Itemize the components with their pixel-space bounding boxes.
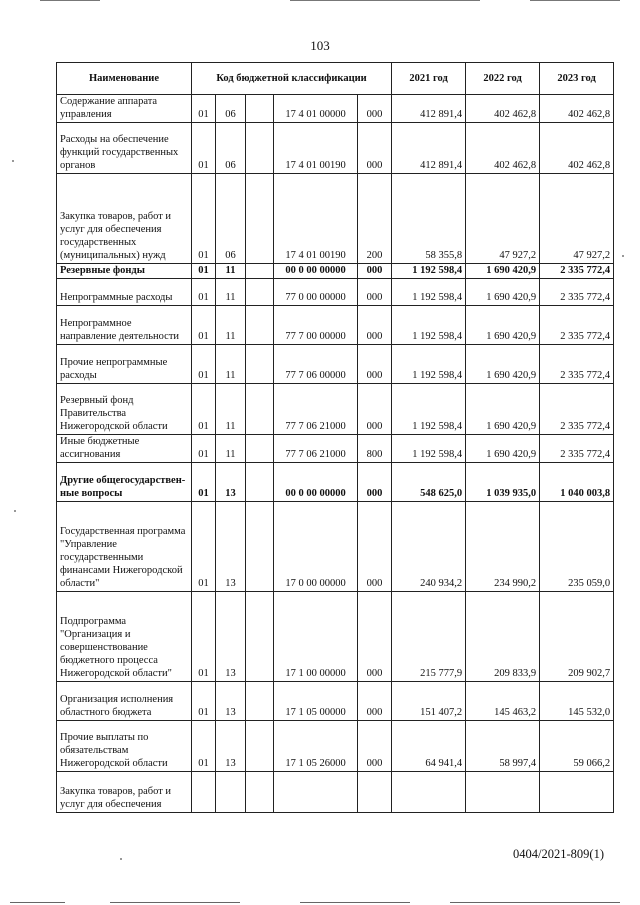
cell-expense-type: 000 — [358, 721, 392, 772]
cell-2021: 1 192 598,4 — [392, 279, 466, 306]
cell-section: 01 — [192, 592, 216, 682]
cell-name: Иные бюджетные ассигнования — [57, 435, 192, 463]
cell-2023: 59 066,2 — [540, 721, 614, 772]
cell-subsection: 11 — [216, 306, 246, 345]
cell-2023: 2 335 772,4 — [540, 435, 614, 463]
cell-2023: 209 902,7 — [540, 592, 614, 682]
cell-target-item: 77 7 00 00000 — [274, 306, 358, 345]
cell-target-item — [274, 772, 358, 813]
cell-2021: 215 777,9 — [392, 592, 466, 682]
cell-2023: 402 462,8 — [540, 123, 614, 174]
cell-section: 01 — [192, 345, 216, 384]
cell-expense-type: 000 — [358, 306, 392, 345]
cell-expense-type: 000 — [358, 264, 392, 279]
cell-2021: 64 941,4 — [392, 721, 466, 772]
cell-target-item: 00 0 00 00000 — [274, 463, 358, 502]
cell-target-item: 77 7 06 21000 — [274, 384, 358, 435]
cell-blank — [246, 682, 274, 721]
cell-2021: 1 192 598,4 — [392, 345, 466, 384]
cell-subsection: 06 — [216, 95, 246, 123]
cell-blank — [246, 592, 274, 682]
table-row — [57, 384, 614, 435]
cell-2022: 1 690 420,9 — [466, 345, 540, 384]
scan-edge-top-left — [40, 0, 100, 1]
cell-expense-type: 000 — [358, 592, 392, 682]
cell-target-item: 17 1 00 00000 — [274, 592, 358, 682]
cell-subsection: 11 — [216, 279, 246, 306]
cell-expense-type: 000 — [358, 95, 392, 123]
scan-speck — [622, 255, 624, 257]
table-row — [57, 174, 614, 264]
table-row — [57, 682, 614, 721]
cell-name: Другие общегосударствен-ные вопросы — [57, 463, 192, 502]
cell-2023: 145 532,0 — [540, 682, 614, 721]
cell-expense-type: 000 — [358, 279, 392, 306]
cell-blank — [246, 721, 274, 772]
scan-edge-bottom-right — [450, 902, 620, 903]
cell-section: 01 — [192, 279, 216, 306]
cell-name: Закупка товаров, работ и услуг для обеспечения — [57, 772, 192, 813]
cell-section: 01 — [192, 384, 216, 435]
cell-expense-type: 000 — [358, 502, 392, 592]
cell-subsection: 13 — [216, 592, 246, 682]
cell-subsection: 13 — [216, 682, 246, 721]
cell-2023: 2 335 772,4 — [540, 264, 614, 279]
cell-2022: 1 690 420,9 — [466, 279, 540, 306]
cell-target-item: 17 4 01 00190 — [274, 123, 358, 174]
cell-subsection: 11 — [216, 435, 246, 463]
cell-target-item: 17 1 05 26000 — [274, 721, 358, 772]
cell-section: 01 — [192, 682, 216, 721]
header-code: Код бюджетной классификации — [192, 63, 392, 95]
budget-table — [56, 62, 614, 813]
cell-name: Закупка товаров, работ и услуг для обеспечения государственных (муниципальных) нужд — [57, 174, 192, 264]
cell-subsection: 11 — [216, 384, 246, 435]
cell-2023: 1 040 003,8 — [540, 463, 614, 502]
cell-target-item: 17 1 05 00000 — [274, 682, 358, 721]
cell-blank — [246, 279, 274, 306]
cell-section: 01 — [192, 463, 216, 502]
cell-section: 01 — [192, 264, 216, 279]
cell-blank — [246, 123, 274, 174]
cell-target-item: 17 0 00 00000 — [274, 502, 358, 592]
cell-subsection: 13 — [216, 502, 246, 592]
cell-name: Резервные фонды — [57, 264, 192, 279]
cell-name: Резервный фонд Правительства Нижегородской области — [57, 384, 192, 435]
header-2023: 2023 год — [540, 63, 614, 95]
cell-blank — [246, 306, 274, 345]
header-2022: 2022 год — [466, 63, 540, 95]
table-header-row — [57, 63, 614, 95]
table-row-section — [57, 463, 614, 502]
cell-name: Непрограммное направление деятельности — [57, 306, 192, 345]
cell-2021: 1 192 598,4 — [392, 384, 466, 435]
table-row — [57, 306, 614, 345]
table-row — [57, 435, 614, 463]
scan-speck — [12, 160, 14, 162]
cell-2022: 1 690 420,9 — [466, 264, 540, 279]
cell-subsection — [216, 772, 246, 813]
cell-expense-type: 000 — [358, 384, 392, 435]
cell-subsection: 13 — [216, 463, 246, 502]
cell-name: Прочие выплаты по обязательствам Нижегородской области — [57, 721, 192, 772]
document-code: 0404/2021-809(1) — [513, 847, 604, 861]
table-row-section — [57, 264, 614, 279]
cell-2022: 1 690 420,9 — [466, 435, 540, 463]
cell-expense-type: 800 — [358, 435, 392, 463]
table-row — [57, 592, 614, 682]
scan-speck — [14, 510, 16, 512]
cell-section: 01 — [192, 95, 216, 123]
cell-name: Государственная программа "Управление государственными финансами Нижегородской области" — [57, 502, 192, 592]
cell-2023 — [540, 772, 614, 813]
cell-subsection: 11 — [216, 264, 246, 279]
cell-name: Расходы на обеспечение функций государственных органов — [57, 123, 192, 174]
cell-section: 01 — [192, 435, 216, 463]
table-row — [57, 123, 614, 174]
cell-section: 01 — [192, 123, 216, 174]
page-number: 103 — [310, 38, 330, 53]
cell-section: 01 — [192, 306, 216, 345]
cell-2022: 1 039 935,0 — [466, 463, 540, 502]
cell-name: Организация исполнения областного бюджета — [57, 682, 192, 721]
cell-subsection: 13 — [216, 721, 246, 772]
cell-2022: 402 462,8 — [466, 95, 540, 123]
cell-target-item: 77 7 06 21000 — [274, 435, 358, 463]
cell-2022: 1 690 420,9 — [466, 384, 540, 435]
scan-edge-bottom-mid2 — [300, 902, 410, 903]
cell-2021: 1 192 598,4 — [392, 306, 466, 345]
table-body — [57, 95, 614, 813]
cell-subsection: 06 — [216, 123, 246, 174]
table-row — [57, 772, 614, 813]
cell-expense-type: 200 — [358, 174, 392, 264]
cell-2023: 47 927,2 — [540, 174, 614, 264]
cell-subsection: 06 — [216, 174, 246, 264]
cell-2023: 235 059,0 — [540, 502, 614, 592]
cell-2023: 2 335 772,4 — [540, 345, 614, 384]
cell-expense-type — [358, 772, 392, 813]
cell-blank — [246, 435, 274, 463]
cell-blank — [246, 502, 274, 592]
cell-2022: 209 833,9 — [466, 592, 540, 682]
cell-2023: 2 335 772,4 — [540, 279, 614, 306]
cell-section — [192, 772, 216, 813]
cell-target-item: 17 4 01 00000 — [274, 95, 358, 123]
cell-expense-type: 000 — [358, 345, 392, 384]
cell-2023: 2 335 772,4 — [540, 384, 614, 435]
cell-2022: 402 462,8 — [466, 123, 540, 174]
cell-target-item: 17 4 01 00190 — [274, 174, 358, 264]
table-row — [57, 502, 614, 592]
cell-section: 01 — [192, 721, 216, 772]
cell-2021: 151 407,2 — [392, 682, 466, 721]
scan-edge-bottom-left — [10, 902, 65, 903]
cell-name: Непрограммные расходы — [57, 279, 192, 306]
cell-subsection: 11 — [216, 345, 246, 384]
cell-2022: 145 463,2 — [466, 682, 540, 721]
cell-2022 — [466, 772, 540, 813]
cell-2022: 234 990,2 — [466, 502, 540, 592]
cell-2022: 1 690 420,9 — [466, 306, 540, 345]
cell-blank — [246, 95, 274, 123]
cell-2021: 412 891,4 — [392, 123, 466, 174]
cell-2022: 58 997,4 — [466, 721, 540, 772]
cell-blank — [246, 174, 274, 264]
cell-target-item: 00 0 00 00000 — [274, 264, 358, 279]
cell-section: 01 — [192, 174, 216, 264]
cell-name: Подпрограмма "Организация и совершенствование бюджетного процесса Нижегородской области" — [57, 592, 192, 682]
cell-2022: 47 927,2 — [466, 174, 540, 264]
table-row — [57, 345, 614, 384]
scan-edge-top-right — [530, 0, 620, 1]
cell-expense-type: 000 — [358, 123, 392, 174]
cell-section: 01 — [192, 502, 216, 592]
cell-name: Содержание аппарата управления — [57, 95, 192, 123]
scan-speck — [120, 858, 122, 860]
scan-edge-top-mid — [290, 0, 480, 1]
header-2021: 2021 год — [392, 63, 466, 95]
cell-blank — [246, 772, 274, 813]
table-row — [57, 279, 614, 306]
cell-blank — [246, 463, 274, 502]
cell-2023: 402 462,8 — [540, 95, 614, 123]
cell-2021: 58 355,8 — [392, 174, 466, 264]
cell-2021: 548 625,0 — [392, 463, 466, 502]
table-row — [57, 95, 614, 123]
cell-blank — [246, 384, 274, 435]
cell-2021: 1 192 598,4 — [392, 435, 466, 463]
cell-2021 — [392, 772, 466, 813]
cell-blank — [246, 345, 274, 384]
scan-edge-bottom-mid — [110, 902, 240, 903]
cell-target-item: 77 0 00 00000 — [274, 279, 358, 306]
cell-name: Прочие непрограммные расходы — [57, 345, 192, 384]
cell-expense-type: 000 — [358, 682, 392, 721]
cell-2021: 240 934,2 — [392, 502, 466, 592]
cell-2023: 2 335 772,4 — [540, 306, 614, 345]
header-name: Наименование — [57, 63, 192, 95]
cell-2021: 412 891,4 — [392, 95, 466, 123]
cell-target-item: 77 7 06 00000 — [274, 345, 358, 384]
table-row — [57, 721, 614, 772]
cell-blank — [246, 264, 274, 279]
cell-2021: 1 192 598,4 — [392, 264, 466, 279]
cell-expense-type: 000 — [358, 463, 392, 502]
